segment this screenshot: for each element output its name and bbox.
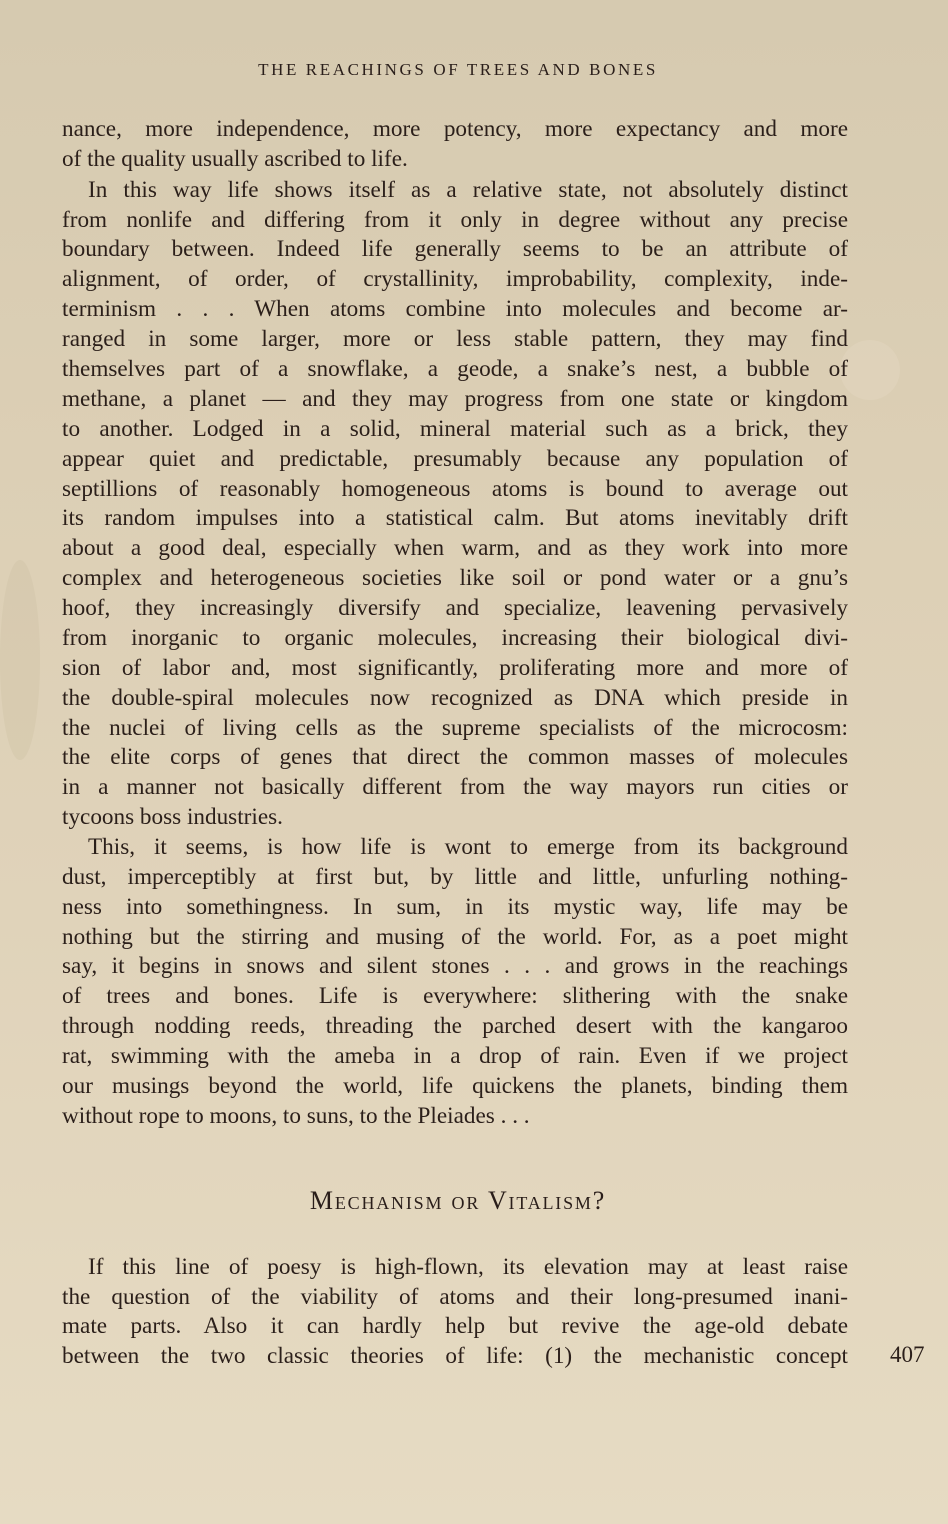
text-line: to another. Lodged in a solid, mineral material such as a brick, they: [62, 416, 848, 442]
text-line: terminism . . . When atoms combine into molecules and become ar-: [62, 296, 848, 322]
paper-stain: [840, 340, 900, 400]
text-line: nance, more independence, more potency, more expectancy and more: [62, 116, 848, 142]
text-line: dust, imperceptibly at first but, by little and little, unfurling nothing-: [62, 864, 848, 890]
text-line: hoof, they increasingly diversify and specialize, leavening pervasively: [62, 595, 848, 621]
text-line: In this way life shows itself as a relative state, not absolutely distinct: [88, 177, 848, 203]
text-line: appear quiet and predictable, presumably because any population of: [62, 446, 848, 472]
text-line: mate parts. Also it can hardly help but revive the age-old debate: [62, 1313, 848, 1339]
text-line: through nodding reeds, threading the parched desert with the kangaroo: [62, 1013, 848, 1039]
text-line: its random impulses into a statistical calm. But atoms inevitably drift: [62, 505, 848, 531]
text-line: alignment, of order, of crystallinity, improbability, complexity, inde-: [62, 266, 848, 292]
text-line: ranged in some larger, more or less stable pattern, they may find: [62, 326, 848, 352]
section-heading: Mechanism or Vitalism?: [309, 1186, 607, 1215]
page-number: 407: [890, 1342, 925, 1367]
text-line: without rope to moons, to suns, to the Pleiades . . .: [62, 1103, 530, 1129]
text-line: from inorganic to organic molecules, increasing their biological divi-: [62, 625, 848, 651]
text-line: complex and heterogeneous societies like soil or pond water or a gnu’s: [62, 565, 848, 591]
text-line: the nuclei of living cells as the supreme specialists of the microcosm:: [62, 715, 848, 741]
text-line: ness into somethingness. In sum, in its mystic way, life may be: [62, 894, 848, 920]
text-line: the elite corps of genes that direct the common masses of molecules: [62, 744, 848, 770]
text-line: about a good deal, especially when warm, and as they work into more: [62, 535, 848, 561]
text-line: rat, swimming with the ameba in a drop of rain. Even if we project: [62, 1043, 848, 1069]
text-line: our musings beyond the world, life quickens the planets, binding them: [62, 1073, 848, 1099]
text-line: tycoons boss industries.: [62, 804, 283, 830]
text-line: This, it seems, is how life is wont to emerge from its background: [88, 834, 848, 860]
running-head: THE REACHINGS OF TREES AND BONES: [258, 60, 658, 79]
text-line: between the two classic theories of life: (1) the mechanistic concept: [62, 1343, 848, 1369]
text-line: If this line of poesy is high-flown, its elevation may at least raise: [88, 1254, 848, 1280]
text-line: of trees and bones. Life is everywhere: slithering with the snake: [62, 983, 848, 1009]
text-line: say, it begins in snows and silent stones . . . and grows in the reachings: [62, 953, 848, 979]
text-line: the double-spiral molecules now recognized as DNA which preside in: [62, 685, 848, 711]
text-line: sion of labor and, most significantly, proliferating more and more of: [62, 655, 848, 681]
text-line: boundary between. Indeed life generally seems to be an attribute of: [62, 236, 848, 262]
paper-stain: [0, 560, 40, 760]
text-line: methane, a planet — and they may progress from one state or kingdom: [62, 386, 848, 412]
text-line: themselves part of a snowflake, a geode, a snake’s nest, a bubble of: [62, 356, 848, 382]
text-line: the question of the viability of atoms and their long-presumed inani-: [62, 1284, 848, 1310]
text-line: from nonlife and differing from it only in degree without any precise: [62, 207, 848, 233]
text-line: nothing but the stirring and musing of the world. For, as a poet might: [62, 924, 848, 950]
text-line: in a manner not basically different from the way mayors run cities or: [62, 774, 848, 800]
text-line: of the quality usually ascribed to life.: [62, 146, 408, 172]
text-line: septillions of reasonably homogeneous atoms is bound to average out: [62, 476, 848, 502]
